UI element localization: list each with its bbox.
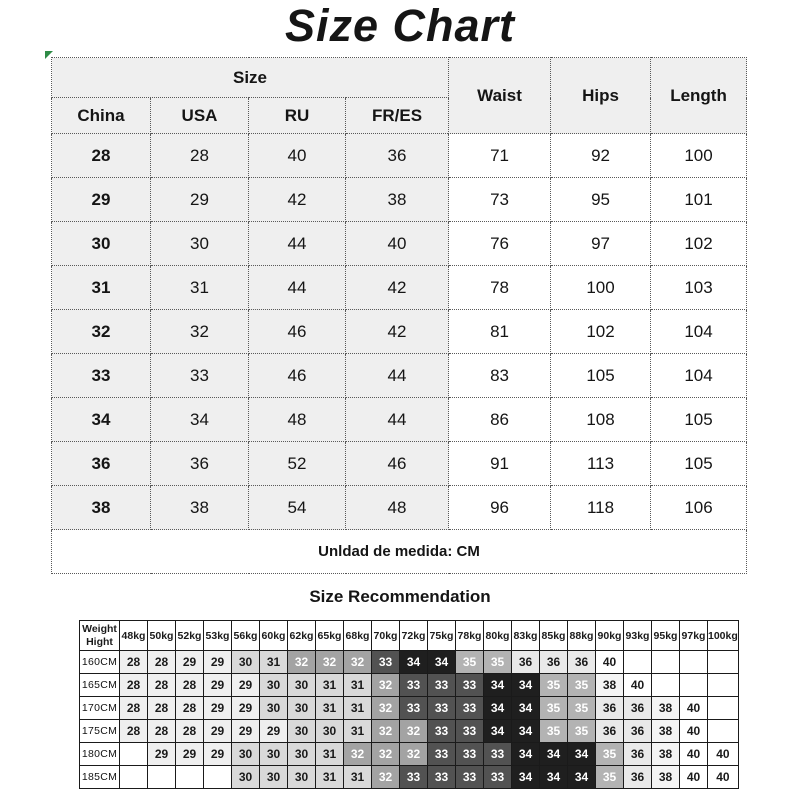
- column-header-cell: USA: [151, 98, 249, 134]
- recommended-size-cell: 30: [232, 766, 260, 789]
- recommended-size-cell: [120, 743, 148, 766]
- recommended-size-cell: 33: [456, 743, 484, 766]
- size-value-cell: 31: [52, 266, 151, 310]
- weight-header-cell: 52kg: [176, 621, 204, 651]
- recommendation-table-body: [80, 651, 739, 789]
- corner-weight-label: Weight: [82, 623, 117, 636]
- size-value-cell: 106: [651, 486, 747, 530]
- size-value-cell: 28: [52, 134, 151, 178]
- recommended-size-cell: 33: [428, 674, 456, 697]
- recommended-size-cell: 31: [260, 651, 288, 674]
- height-label-cell: 180CM: [80, 743, 120, 766]
- recommended-size-cell: [680, 674, 708, 697]
- table-row: [80, 743, 739, 766]
- table-row: [52, 178, 747, 222]
- column-header-cell: Waist: [449, 58, 551, 134]
- size-value-cell: 52: [249, 442, 346, 486]
- size-value-cell: 46: [249, 310, 346, 354]
- recommended-size-cell: [176, 766, 204, 789]
- weight-header-cell: 93kg: [624, 621, 652, 651]
- recommended-size-cell: 34: [512, 743, 540, 766]
- recommended-size-cell: 34: [540, 743, 568, 766]
- recommended-size-cell: 28: [120, 674, 148, 697]
- weight-header-cell: 72kg: [400, 621, 428, 651]
- recommended-size-cell: 29: [204, 743, 232, 766]
- recommended-size-cell: 35: [568, 697, 596, 720]
- recommended-size-cell: 29: [232, 720, 260, 743]
- recommended-size-cell: 35: [596, 766, 624, 789]
- recommended-size-cell: 28: [148, 720, 176, 743]
- size-value-cell: 101: [651, 178, 747, 222]
- size-value-cell: 86: [449, 398, 551, 442]
- recommended-size-cell: 33: [484, 743, 512, 766]
- table-row: [52, 222, 747, 266]
- recommended-size-cell: 35: [484, 651, 512, 674]
- recommended-size-cell: 36: [512, 651, 540, 674]
- recommended-size-cell: 29: [204, 720, 232, 743]
- recommended-size-cell: 40: [680, 743, 708, 766]
- size-value-cell: 104: [651, 354, 747, 398]
- recommended-size-cell: 31: [344, 720, 372, 743]
- recommended-size-cell: 40: [596, 651, 624, 674]
- recommended-size-cell: 30: [260, 766, 288, 789]
- recommended-size-cell: [652, 674, 680, 697]
- recommended-size-cell: 29: [232, 697, 260, 720]
- size-value-cell: 100: [551, 266, 651, 310]
- size-value-cell: 71: [449, 134, 551, 178]
- recommended-size-cell: 30: [232, 651, 260, 674]
- recommended-size-cell: 29: [232, 674, 260, 697]
- recommended-size-cell: 31: [344, 766, 372, 789]
- recommended-size-cell: 32: [372, 720, 400, 743]
- height-label-cell: 160CM: [80, 651, 120, 674]
- column-header-cell: RU: [249, 98, 346, 134]
- size-value-cell: 38: [52, 486, 151, 530]
- recommended-size-cell: 40: [680, 697, 708, 720]
- recommended-size-cell: 35: [456, 651, 484, 674]
- size-value-cell: 102: [551, 310, 651, 354]
- recommended-size-cell: 30: [288, 720, 316, 743]
- size-table: [51, 57, 747, 574]
- recommendation-table: [79, 620, 739, 789]
- table-row: [80, 651, 739, 674]
- weight-header-cell: 56kg: [232, 621, 260, 651]
- size-value-cell: 96: [449, 486, 551, 530]
- recommended-size-cell: 33: [456, 697, 484, 720]
- recommended-size-cell: 33: [428, 697, 456, 720]
- recommended-size-cell: 34: [512, 697, 540, 720]
- recommended-size-cell: [708, 720, 739, 743]
- size-value-cell: 73: [449, 178, 551, 222]
- recommended-size-cell: 28: [176, 697, 204, 720]
- recommended-size-cell: 30: [260, 697, 288, 720]
- size-value-cell: 36: [346, 134, 449, 178]
- column-header-cell: FR/ES: [346, 98, 449, 134]
- recommended-size-cell: 29: [204, 697, 232, 720]
- recommended-size-cell: 35: [540, 674, 568, 697]
- recommendation-table-header: [80, 621, 739, 651]
- size-value-cell: 92: [551, 134, 651, 178]
- page-title: Size Chart: [284, 0, 516, 51]
- size-value-cell: 105: [651, 398, 747, 442]
- recommended-size-cell: 33: [484, 766, 512, 789]
- recommended-size-cell: 32: [372, 766, 400, 789]
- recommended-size-cell: 31: [344, 674, 372, 697]
- table-row: [52, 266, 747, 310]
- recommended-size-cell: 33: [456, 766, 484, 789]
- table-row: [80, 674, 739, 697]
- recommended-size-cell: 33: [428, 720, 456, 743]
- size-value-cell: 108: [551, 398, 651, 442]
- size-value-cell: 30: [52, 222, 151, 266]
- height-label-cell: 165CM: [80, 674, 120, 697]
- size-value-cell: 30: [151, 222, 249, 266]
- table-row: [52, 486, 747, 530]
- recommended-size-cell: [652, 651, 680, 674]
- recommended-size-cell: 40: [708, 766, 739, 789]
- weight-header-cell: 95kg: [652, 621, 680, 651]
- size-value-cell: 76: [449, 222, 551, 266]
- size-value-cell: 113: [551, 442, 651, 486]
- table-row: [80, 697, 739, 720]
- size-value-cell: 38: [151, 486, 249, 530]
- size-value-cell: 33: [52, 354, 151, 398]
- weight-header-cell: 83kg: [512, 621, 540, 651]
- size-group-header-cell: Size: [52, 58, 449, 98]
- recommended-size-cell: 32: [372, 674, 400, 697]
- size-value-cell: 34: [151, 398, 249, 442]
- weight-header-cell: 78kg: [456, 621, 484, 651]
- recommended-size-cell: 32: [372, 697, 400, 720]
- recommended-size-cell: 34: [568, 743, 596, 766]
- unit-note-row: [52, 530, 747, 574]
- size-value-cell: 32: [151, 310, 249, 354]
- recommended-size-cell: 33: [428, 766, 456, 789]
- weight-header-cell: 53kg: [204, 621, 232, 651]
- corner-height-label: Hight: [86, 635, 113, 648]
- size-value-cell: 97: [551, 222, 651, 266]
- size-value-cell: 28: [151, 134, 249, 178]
- weight-header-cell: 65kg: [316, 621, 344, 651]
- size-value-cell: 40: [346, 222, 449, 266]
- size-value-cell: 102: [651, 222, 747, 266]
- recommended-size-cell: 28: [120, 697, 148, 720]
- recommended-size-cell: 30: [260, 674, 288, 697]
- size-value-cell: 36: [52, 442, 151, 486]
- size-value-cell: 40: [249, 134, 346, 178]
- recommended-size-cell: [148, 766, 176, 789]
- recommended-size-cell: [624, 651, 652, 674]
- size-value-cell: 104: [651, 310, 747, 354]
- recommended-size-cell: 32: [316, 651, 344, 674]
- recommended-size-cell: 32: [400, 743, 428, 766]
- recommended-size-cell: 29: [148, 743, 176, 766]
- recommended-size-cell: 36: [596, 697, 624, 720]
- recommended-size-cell: 36: [624, 720, 652, 743]
- recommended-size-cell: 31: [316, 697, 344, 720]
- weight-header-cell: 68kg: [344, 621, 372, 651]
- recommended-size-cell: 33: [400, 766, 428, 789]
- size-value-cell: 31: [151, 266, 249, 310]
- height-label-cell: 170CM: [80, 697, 120, 720]
- recommended-size-cell: 34: [484, 720, 512, 743]
- recommended-size-cell: 33: [400, 674, 428, 697]
- recommended-size-cell: 40: [680, 766, 708, 789]
- weight-header-cell: 50kg: [148, 621, 176, 651]
- recommended-size-cell: 29: [176, 651, 204, 674]
- recommended-size-cell: 33: [456, 674, 484, 697]
- recommended-size-cell: 34: [400, 651, 428, 674]
- size-value-cell: 34: [52, 398, 151, 442]
- recommended-size-cell: 33: [400, 697, 428, 720]
- size-value-cell: 42: [346, 310, 449, 354]
- size-value-cell: 29: [151, 178, 249, 222]
- recommended-size-cell: 36: [540, 651, 568, 674]
- size-value-cell: 78: [449, 266, 551, 310]
- size-value-cell: 48: [346, 486, 449, 530]
- recommended-size-cell: 34: [540, 766, 568, 789]
- recommended-size-cell: 30: [288, 674, 316, 697]
- recommended-size-cell: 38: [652, 766, 680, 789]
- recommended-size-cell: 31: [316, 766, 344, 789]
- size-value-cell: 44: [346, 398, 449, 442]
- recommended-size-cell: 29: [176, 743, 204, 766]
- weight-header-cell: 80kg: [484, 621, 512, 651]
- size-value-cell: 38: [346, 178, 449, 222]
- recommended-size-cell: 35: [540, 697, 568, 720]
- table-row: [52, 310, 747, 354]
- size-value-cell: 46: [249, 354, 346, 398]
- recommended-size-cell: 38: [652, 720, 680, 743]
- weight-header-cell: 100kg: [708, 621, 739, 651]
- unit-note-cell: Unldad de medida: CM: [52, 530, 747, 574]
- recommended-size-cell: 30: [288, 766, 316, 789]
- size-value-cell: 83: [449, 354, 551, 398]
- recommended-size-cell: 38: [652, 743, 680, 766]
- recommended-size-cell: [708, 674, 739, 697]
- recommended-size-cell: 35: [568, 674, 596, 697]
- size-value-cell: 54: [249, 486, 346, 530]
- recommended-size-cell: 40: [624, 674, 652, 697]
- size-value-cell: 29: [52, 178, 151, 222]
- recommended-size-cell: 40: [708, 743, 739, 766]
- recommended-size-cell: [120, 766, 148, 789]
- size-value-cell: 42: [249, 178, 346, 222]
- weight-header-cell: 88kg: [568, 621, 596, 651]
- recommended-size-cell: 32: [344, 743, 372, 766]
- table-row: [80, 720, 739, 743]
- size-value-cell: 81: [449, 310, 551, 354]
- column-header-cell: Length: [651, 58, 747, 134]
- size-value-cell: 32: [52, 310, 151, 354]
- recommended-size-cell: 31: [316, 743, 344, 766]
- table-row: [52, 354, 747, 398]
- size-value-cell: 46: [346, 442, 449, 486]
- table-row: [52, 442, 747, 486]
- size-value-cell: 103: [651, 266, 747, 310]
- size-value-cell: 95: [551, 178, 651, 222]
- table-row: [52, 134, 747, 178]
- size-value-cell: 42: [346, 266, 449, 310]
- recommended-size-cell: 34: [512, 720, 540, 743]
- recommended-size-cell: 36: [624, 697, 652, 720]
- size-value-cell: 105: [551, 354, 651, 398]
- recommended-size-cell: [204, 766, 232, 789]
- recommended-size-cell: 30: [316, 720, 344, 743]
- weight-header-cell: 97kg: [680, 621, 708, 651]
- recommendation-heading: Size Recommendation: [309, 587, 491, 606]
- recommended-size-cell: 32: [344, 651, 372, 674]
- recommended-size-cell: 36: [624, 766, 652, 789]
- recommended-size-cell: 34: [512, 766, 540, 789]
- weight-header-cell: 75kg: [428, 621, 456, 651]
- recommended-size-cell: 35: [568, 720, 596, 743]
- recommended-size-cell: 38: [652, 697, 680, 720]
- weight-header-cell: 48kg: [120, 621, 148, 651]
- size-value-cell: 105: [651, 442, 747, 486]
- table-row: [52, 398, 747, 442]
- recommended-size-cell: 34: [512, 674, 540, 697]
- recommended-size-cell: 30: [232, 743, 260, 766]
- recommended-size-cell: 40: [680, 720, 708, 743]
- recommended-size-cell: 36: [596, 720, 624, 743]
- size-table-header: [52, 58, 747, 134]
- recommended-size-cell: 28: [176, 674, 204, 697]
- recommended-size-cell: 30: [260, 743, 288, 766]
- size-value-cell: 91: [449, 442, 551, 486]
- size-table-body: [52, 134, 747, 574]
- recommended-size-cell: 28: [148, 651, 176, 674]
- recommended-size-cell: [708, 697, 739, 720]
- recommended-size-cell: 33: [428, 743, 456, 766]
- height-label-cell: 175CM: [80, 720, 120, 743]
- recommended-size-cell: 30: [288, 743, 316, 766]
- size-value-cell: 33: [151, 354, 249, 398]
- recommended-size-cell: [708, 651, 739, 674]
- recommended-size-cell: 30: [288, 697, 316, 720]
- recommended-size-cell: 31: [344, 697, 372, 720]
- weight-header-cell: 62kg: [288, 621, 316, 651]
- recommended-size-cell: 29: [260, 720, 288, 743]
- column-header-cell: China: [52, 98, 151, 134]
- recommended-size-cell: 28: [120, 720, 148, 743]
- size-value-cell: 48: [249, 398, 346, 442]
- recommended-size-cell: 32: [372, 743, 400, 766]
- recommended-size-cell: 29: [204, 651, 232, 674]
- size-value-cell: 44: [249, 266, 346, 310]
- recommended-size-cell: 34: [484, 674, 512, 697]
- recommended-size-cell: 38: [596, 674, 624, 697]
- weight-header-cell: 85kg: [540, 621, 568, 651]
- weight-header-cell: 70kg: [372, 621, 400, 651]
- recommended-size-cell: 32: [400, 720, 428, 743]
- recommended-size-cell: 32: [288, 651, 316, 674]
- recommended-size-cell: 28: [148, 697, 176, 720]
- table-row: [80, 766, 739, 789]
- recommended-size-cell: 36: [568, 651, 596, 674]
- recommended-size-cell: 29: [204, 674, 232, 697]
- size-value-cell: 118: [551, 486, 651, 530]
- recommended-size-cell: 33: [456, 720, 484, 743]
- weight-header-cell: 90kg: [596, 621, 624, 651]
- recommended-size-cell: 35: [596, 743, 624, 766]
- size-value-cell: 100: [651, 134, 747, 178]
- column-header-cell: Hips: [551, 58, 651, 134]
- size-value-cell: 44: [346, 354, 449, 398]
- recommended-size-cell: 28: [120, 651, 148, 674]
- recommended-size-cell: 36: [624, 743, 652, 766]
- recommended-size-cell: 35: [540, 720, 568, 743]
- recommended-size-cell: 28: [148, 674, 176, 697]
- height-label-cell: 185CM: [80, 766, 120, 789]
- recommended-size-cell: 34: [484, 697, 512, 720]
- weight-header-cell: 60kg: [260, 621, 288, 651]
- weight-height-corner-cell: [80, 621, 120, 651]
- recommended-size-cell: 34: [568, 766, 596, 789]
- recommended-size-cell: [680, 651, 708, 674]
- size-value-cell: 36: [151, 442, 249, 486]
- recommended-size-cell: 33: [372, 651, 400, 674]
- size-value-cell: 44: [249, 222, 346, 266]
- recommended-size-cell: 31: [316, 674, 344, 697]
- recommended-size-cell: 28: [176, 720, 204, 743]
- recommended-size-cell: 34: [428, 651, 456, 674]
